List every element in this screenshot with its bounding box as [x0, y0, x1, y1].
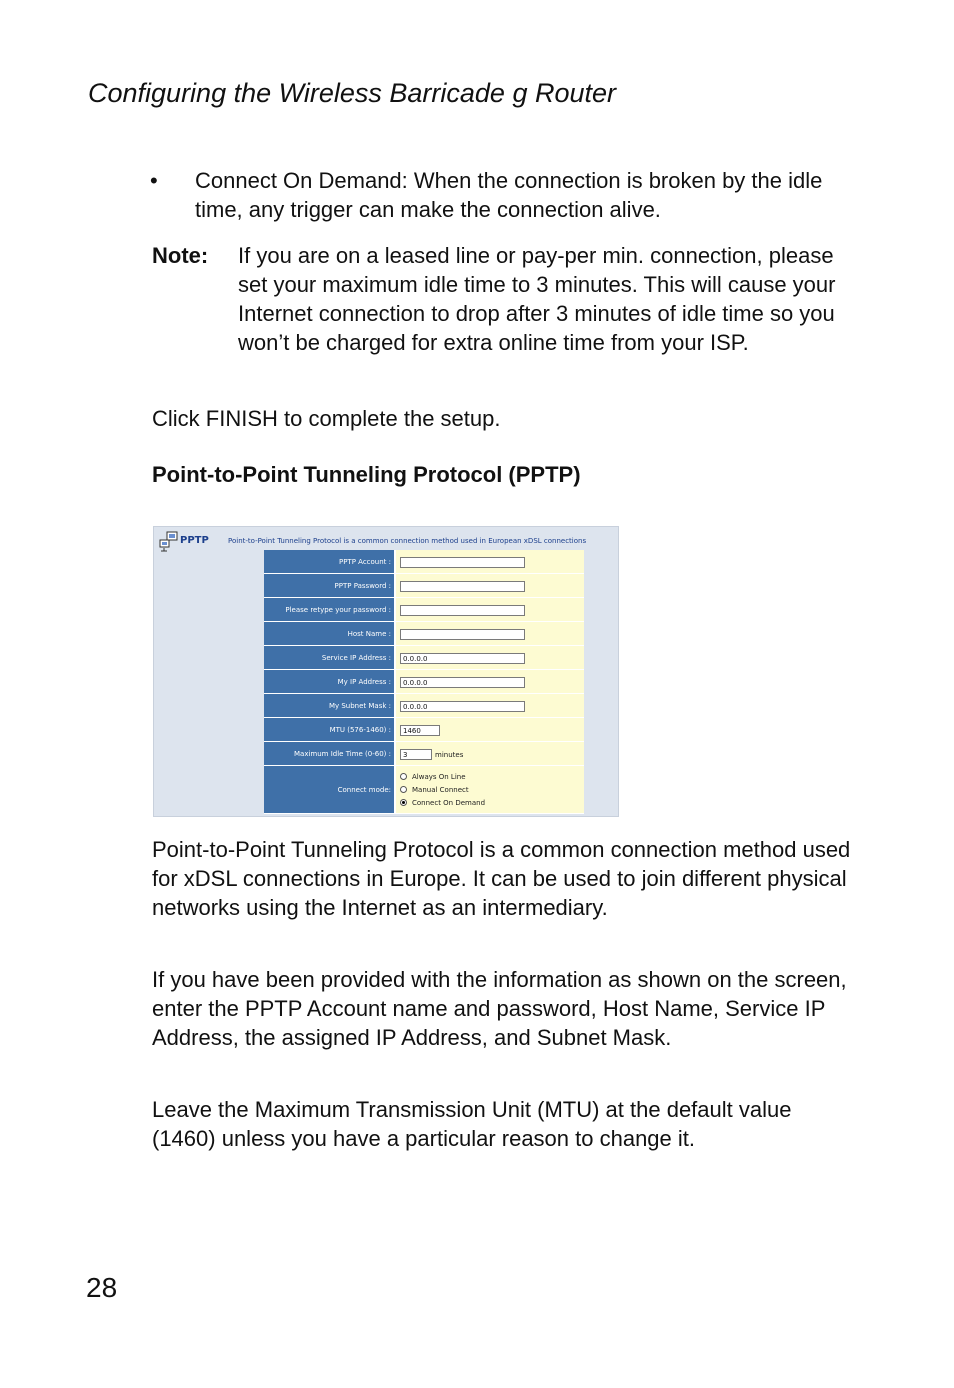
host-name-input[interactable]	[400, 629, 525, 640]
pptp-screenshot	[153, 526, 619, 817]
pptp-password-input[interactable]	[400, 581, 525, 592]
form-row	[264, 694, 584, 718]
my-ip-label: My IP Address :	[264, 670, 395, 694]
mtu-label: MTU (576-1460) :	[264, 718, 395, 742]
pptp-logo: PPTP	[180, 535, 209, 546]
host-name-label: Host Name :	[264, 622, 395, 646]
form-row	[264, 766, 584, 814]
form-row	[264, 574, 584, 598]
pptp-form	[264, 550, 584, 814]
radio-icon[interactable]	[400, 773, 407, 780]
paragraph-pptp-intro: Point-to-Point Tunneling Protocol is a common connection method used for xDSL connections in Europe. It can be used to join different physical networks using the Internet as an intermediary.	[152, 837, 851, 920]
note-label: Note:	[152, 243, 209, 268]
paragraph-mtu: Leave the Maximum Transmission Unit (MTU) at the default value (1460) unless you have a particular reason to change it.	[152, 1097, 792, 1151]
connect-mode-label: Connect mode:	[264, 766, 395, 814]
page-number: 28	[86, 1272, 118, 1303]
idle-time-input[interactable]: 3	[400, 749, 432, 760]
radio-always-on[interactable]	[400, 770, 584, 783]
radio-always-on-label: Always On Line	[412, 772, 466, 781]
service-ip-label: Service IP Address :	[264, 646, 395, 670]
idle-time-unit: minutes	[435, 750, 464, 759]
form-row	[264, 742, 584, 766]
running-header: Configuring the Wireless Barricade g Router	[88, 78, 617, 108]
subnet-mask-input[interactable]: 0.0.0.0	[400, 701, 525, 712]
pptp-account-label: PPTP Account :	[264, 550, 395, 574]
note-text: If you are on a leased line or pay-per min. connection, please set your maximum idle time to 3 minutes. This will cause your Internet connection to drop after 3 minutes of idle time so you won’t be charged for extra online time from your ISP.	[238, 243, 836, 355]
radio-manual[interactable]	[400, 783, 584, 796]
mtu-input[interactable]: 1460	[400, 725, 440, 736]
form-row	[264, 598, 584, 622]
computer-icon	[158, 531, 180, 553]
subnet-mask-label: My Subnet Mask :	[264, 694, 395, 718]
bullet-text: Connect On Demand: When the connection is broken by the idle time, any trigger can make the connection alive.	[195, 168, 823, 222]
pptp-account-input[interactable]	[400, 557, 525, 568]
radio-on-demand[interactable]	[400, 796, 584, 809]
bullet-symbol: •	[150, 168, 158, 193]
radio-manual-label: Manual Connect	[412, 785, 469, 794]
pptp-description: Point-to-Point Tunneling Protocol is a common connection method used in European xDSL connections	[228, 537, 587, 545]
finish-instruction: Click FINISH to complete the setup.	[152, 406, 501, 431]
form-row	[264, 670, 584, 694]
radio-icon[interactable]	[400, 786, 407, 793]
section-heading: Point-to-Point Tunneling Protocol (PPTP)	[152, 462, 581, 487]
radio-on-demand-label: Connect On Demand	[412, 798, 486, 807]
form-row	[264, 550, 584, 574]
radio-checked-icon[interactable]	[400, 799, 407, 806]
my-ip-input[interactable]: 0.0.0.0	[400, 677, 525, 688]
retype-password-input[interactable]	[400, 605, 525, 616]
idle-time-label: Maximum Idle Time (0-60) :	[264, 742, 395, 766]
service-ip-input[interactable]: 0.0.0.0	[400, 653, 525, 664]
form-row	[264, 646, 584, 670]
form-row	[264, 622, 584, 646]
paragraph-pptp-fields: If you have been provided with the information as shown on the screen, enter the PPTP Account name and password, Host Name, Service IP Address, the assigned IP Address, and Subnet Mask.	[152, 967, 847, 1050]
pptp-password-label: PPTP Password :	[264, 574, 395, 598]
retype-password-label: Please retype your password :	[264, 598, 395, 622]
form-row	[264, 718, 584, 742]
